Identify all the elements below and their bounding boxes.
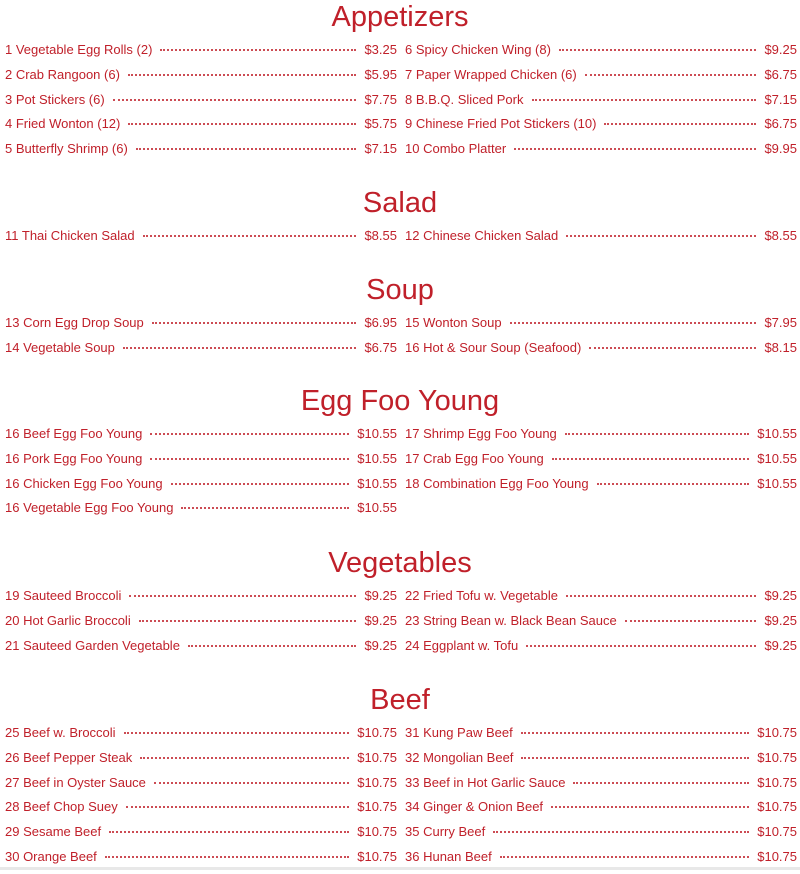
- dot-leader: [129, 595, 356, 597]
- menu-item-price: $10.75: [357, 824, 397, 840]
- section-columns: [0, 315, 800, 365]
- menu-item: [405, 725, 797, 750]
- menu-item-price: $10.75: [357, 725, 397, 740]
- menu-item-price: $10.55: [757, 475, 797, 491]
- menu-item-name: 15 Wonton Soup: [405, 315, 502, 330]
- dot-leader: [150, 433, 349, 435]
- dot-leader: [500, 856, 750, 858]
- menu-section-egg-foo-young: [0, 384, 800, 525]
- dot-leader: [514, 148, 756, 150]
- dot-leader: [154, 782, 349, 784]
- dot-leader: [526, 645, 756, 647]
- section-title: Beef: [370, 684, 430, 716]
- menu-item: [405, 451, 797, 476]
- dot-leader: [552, 458, 749, 460]
- menu-item-name: 16 Chicken Egg Foo Young: [5, 475, 163, 491]
- section-columns: [0, 228, 800, 253]
- menu-item: [5, 315, 397, 340]
- menu-item-price: $10.75: [757, 799, 797, 815]
- dot-leader: [585, 74, 757, 76]
- menu-item-price: $9.25: [764, 637, 797, 653]
- menu-item-price: $5.75: [364, 116, 397, 132]
- menu-item: [5, 116, 397, 141]
- menu-item-price: $10.75: [357, 774, 397, 790]
- right-column: [405, 228, 797, 253]
- section-columns: [0, 725, 800, 874]
- menu-item-price: $7.15: [764, 91, 797, 107]
- menu-item-name: 19 Sauteed Broccoli: [5, 588, 122, 603]
- menu-item: [5, 476, 397, 501]
- dot-leader: [136, 148, 357, 150]
- left-column: [5, 725, 397, 874]
- menu-item-name: 21 Sauteed Garden Vegetable: [5, 637, 180, 653]
- menu-item: [405, 613, 797, 638]
- left-column: [5, 228, 397, 253]
- menu-item-price: $6.75: [764, 66, 797, 82]
- menu-item-price: $10.75: [357, 799, 397, 815]
- dot-leader: [109, 831, 349, 833]
- menu-item-name: 33 Beef in Hot Garlic Sauce: [405, 774, 566, 790]
- dot-leader: [521, 757, 749, 759]
- menu-item-name: 17 Shrimp Egg Foo Young: [405, 426, 557, 441]
- menu-item-name: 11 Thai Chicken Salad: [5, 228, 135, 243]
- menu-item-price: $10.55: [357, 475, 397, 491]
- right-column: [405, 426, 797, 525]
- menu-item: [5, 750, 397, 775]
- menu-section-salad: [0, 186, 800, 253]
- menu-item-name: 28 Beef Chop Suey: [5, 799, 118, 815]
- menu-item-price: $10.75: [357, 749, 397, 765]
- menu-item: [5, 588, 397, 613]
- menu-item-price: $10.55: [357, 426, 397, 441]
- menu-item: [5, 451, 397, 476]
- dot-leader: [589, 347, 756, 349]
- dot-leader: [566, 235, 756, 237]
- menu-item: [405, 426, 797, 451]
- menu-item-name: 6 Spicy Chicken Wing (8): [405, 42, 551, 57]
- menu-item-price: $10.75: [757, 848, 797, 864]
- menu-item-price: $8.55: [764, 228, 797, 243]
- menu-item: [405, 42, 797, 67]
- menu-item: [405, 750, 797, 775]
- dot-leader: [493, 831, 749, 833]
- dot-leader: [124, 732, 350, 734]
- section-title: Salad: [362, 187, 438, 219]
- menu-item-name: 23 String Bean w. Black Bean Sauce: [405, 612, 617, 628]
- menu-item-name: 31 Kung Paw Beef: [405, 725, 513, 740]
- menu-item-name: 3 Pot Stickers (6): [5, 91, 105, 107]
- section-title: Soup: [366, 274, 434, 306]
- section-title: Appetizers: [331, 1, 469, 33]
- menu-item-name: 1 Vegetable Egg Rolls (2): [5, 42, 153, 57]
- menu-section-appetizers: [0, 0, 800, 166]
- menu-item-name: 22 Fried Tofu w. Vegetable: [405, 588, 558, 603]
- section-columns: [0, 42, 800, 166]
- menu-item-name: 16 Beef Egg Foo Young: [5, 426, 143, 441]
- menu-item-price: $7.95: [764, 315, 797, 330]
- menu-item-price: $8.15: [764, 339, 797, 355]
- menu-item: [5, 775, 397, 800]
- menu-item-price: $10.55: [757, 426, 797, 441]
- menu-item: [405, 588, 797, 613]
- dot-leader: [181, 507, 349, 509]
- menu-item-name: 36 Hunan Beef: [405, 848, 492, 864]
- menu-item-price: $9.25: [364, 637, 397, 653]
- dot-leader: [143, 235, 357, 237]
- dot-leader: [139, 620, 357, 622]
- menu-item-price: $8.55: [364, 228, 397, 243]
- menu-item-name: 5 Butterfly Shrimp (6): [5, 141, 128, 157]
- menu-item-name: 13 Corn Egg Drop Soup: [5, 315, 144, 330]
- dot-leader: [565, 433, 749, 435]
- menu-item-price: $6.95: [364, 315, 397, 330]
- dot-leader: [171, 483, 350, 485]
- menu-item-name: 12 Chinese Chicken Salad: [405, 228, 559, 243]
- right-column: [405, 315, 797, 365]
- menu-item: [5, 799, 397, 824]
- section-columns: [0, 588, 800, 662]
- menu-item: [405, 228, 797, 253]
- dot-leader: [160, 49, 356, 51]
- dot-leader: [566, 595, 756, 597]
- menu-item-name: 24 Eggplant w. Tofu: [405, 637, 519, 653]
- menu-item-name: 10 Combo Platter: [405, 141, 507, 157]
- menu-item: [405, 116, 797, 141]
- menu-item: [405, 799, 797, 824]
- menu-item: [5, 500, 397, 525]
- dot-leader: [559, 49, 757, 51]
- menu-item: [5, 67, 397, 92]
- menu-item-price: $6.75: [764, 116, 797, 132]
- left-column: [5, 42, 397, 166]
- menu-item: [405, 141, 797, 166]
- menu-item-name: 18 Combination Egg Foo Young: [405, 475, 589, 491]
- menu-item-name: 16 Hot & Sour Soup (Seafood): [405, 339, 582, 355]
- menu-item-name: 16 Pork Egg Foo Young: [5, 450, 143, 466]
- menu-section-soup: [0, 273, 800, 365]
- menu-item-price: $9.25: [764, 588, 797, 603]
- menu-item-name: 8 B.B.Q. Sliced Pork: [405, 91, 524, 107]
- menu-item: [5, 141, 397, 166]
- dot-leader: [140, 757, 349, 759]
- menu-item-price: $9.25: [364, 612, 397, 628]
- dot-leader: [573, 782, 749, 784]
- menu-item-name: 9 Chinese Fried Pot Stickers (10): [405, 116, 597, 132]
- dot-leader: [152, 322, 357, 324]
- menu-item: [405, 638, 797, 663]
- menu-item: [5, 613, 397, 638]
- menu-item-price: $10.75: [757, 749, 797, 765]
- menu-item-price: $7.75: [364, 91, 397, 107]
- menu-item-price: $10.75: [357, 848, 397, 864]
- dot-leader: [604, 123, 756, 125]
- dot-leader: [551, 806, 749, 808]
- dot-leader: [625, 620, 757, 622]
- menu-item-name: 7 Paper Wrapped Chicken (6): [405, 66, 577, 82]
- menu-item: [405, 340, 797, 365]
- dot-leader: [105, 856, 349, 858]
- dot-leader: [126, 806, 349, 808]
- menu-item: [5, 228, 397, 253]
- menu-item-price: $10.75: [757, 774, 797, 790]
- menu-item-name: 16 Vegetable Egg Foo Young: [5, 500, 174, 516]
- menu-item-price: $10.55: [357, 500, 397, 516]
- menu-item: [405, 824, 797, 849]
- dot-leader: [113, 99, 357, 101]
- menu-item: [405, 849, 797, 874]
- left-column: [5, 315, 397, 365]
- menu-item: [405, 775, 797, 800]
- menu-item-name: 14 Vegetable Soup: [5, 339, 115, 355]
- menu-item-name: 25 Beef w. Broccoli: [5, 725, 116, 740]
- menu-item-price: $9.25: [764, 42, 797, 57]
- menu-item-name: 27 Beef in Oyster Sauce: [5, 774, 146, 790]
- menu-item: [5, 42, 397, 67]
- menu-item-price: $7.15: [364, 141, 397, 157]
- menu-item-price: $10.55: [357, 450, 397, 466]
- menu-item: [5, 638, 397, 663]
- menu-item-price: $10.75: [757, 725, 797, 740]
- menu-item: [405, 67, 797, 92]
- menu-item-name: 29 Sesame Beef: [5, 824, 102, 840]
- menu-item-name: 17 Crab Egg Foo Young: [405, 450, 544, 466]
- right-column: [405, 42, 797, 166]
- dot-leader: [128, 74, 357, 76]
- dot-leader: [128, 123, 356, 125]
- menu-item-price: $9.25: [364, 588, 397, 603]
- dot-leader: [123, 347, 357, 349]
- menu-item-price: $10.75: [757, 824, 797, 840]
- menu-item: [5, 849, 397, 874]
- menu-item-name: 34 Ginger & Onion Beef: [405, 799, 544, 815]
- menu-item-name: 20 Hot Garlic Broccoli: [5, 612, 131, 628]
- menu-section-beef: [0, 683, 800, 874]
- menu-item: [5, 92, 397, 117]
- menu-item-name: 35 Curry Beef: [405, 824, 486, 840]
- left-column: [5, 426, 397, 525]
- dot-leader: [521, 732, 750, 734]
- menu-item: [405, 476, 797, 501]
- menu-item-name: 26 Beef Pepper Steak: [5, 749, 133, 765]
- menu-item-price: $9.95: [764, 141, 797, 157]
- dot-leader: [532, 99, 757, 101]
- menu-item-price: $5.95: [364, 66, 397, 82]
- menu-item: [5, 340, 397, 365]
- menu-section-vegetables: [0, 546, 800, 662]
- dot-leader: [597, 483, 750, 485]
- menu-item-name: 32 Mongolian Beef: [405, 749, 514, 765]
- section-columns: [0, 426, 800, 525]
- menu-item: [405, 315, 797, 340]
- menu-item-price: $6.75: [364, 339, 397, 355]
- section-title: Vegetables: [328, 547, 472, 579]
- menu-item-name: 30 Orange Beef: [5, 848, 97, 864]
- dot-leader: [510, 322, 757, 324]
- section-title: Egg Foo Young: [300, 385, 500, 417]
- menu-item: [5, 725, 397, 750]
- menu-item: [5, 824, 397, 849]
- right-column: [405, 588, 797, 662]
- left-column: [5, 588, 397, 662]
- menu-item-name: 2 Crab Rangoon (6): [5, 66, 120, 82]
- menu-item: [5, 426, 397, 451]
- right-column: [405, 725, 797, 874]
- menu-item: [405, 92, 797, 117]
- menu-item-price: $3.25: [364, 42, 397, 57]
- menu-item-name: 4 Fried Wonton (12): [5, 116, 121, 132]
- dot-leader: [150, 458, 349, 460]
- menu-item-price: $9.25: [764, 612, 797, 628]
- dot-leader: [188, 645, 357, 647]
- menu-item-price: $10.55: [757, 450, 797, 466]
